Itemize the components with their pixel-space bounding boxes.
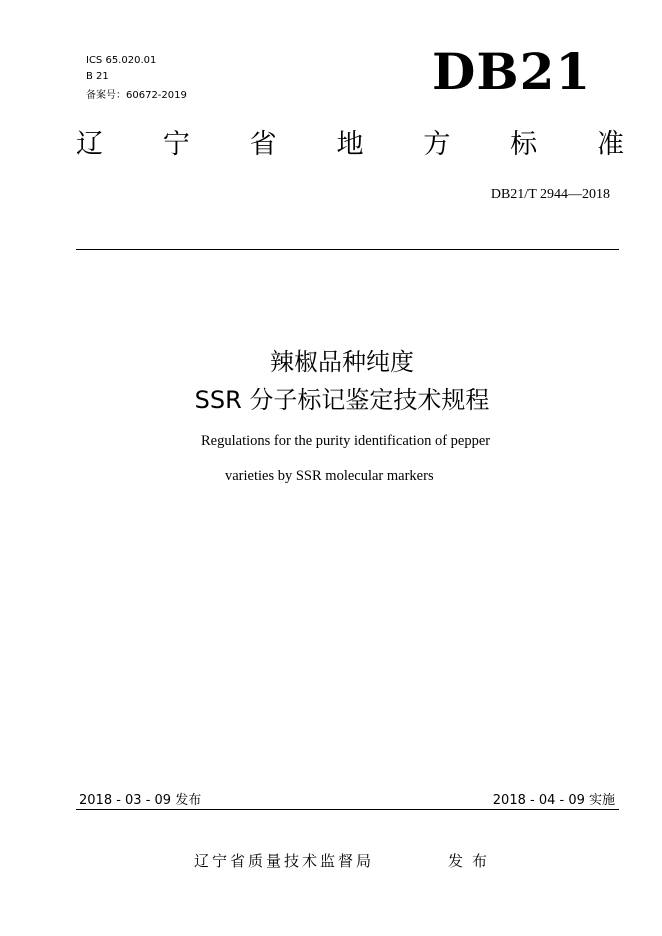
- title-cn-line2: SSR 分子标记鉴定技术规程: [194, 386, 490, 414]
- standard-type-char: 准: [596, 129, 624, 160]
- issuing-verb: 发布: [448, 852, 497, 870]
- issue-date: 2018 - 03 - 09 发布: [79, 793, 202, 808]
- standard-type-heading: [76, 128, 624, 162]
- implementation-date: 2018 - 04 - 09 实施: [492, 793, 615, 808]
- standard-type-char: 地: [336, 129, 364, 160]
- title-cn-line1: 辣椒品种纯度: [270, 348, 414, 376]
- title-en-line1: Regulations for the purity identification of pepper: [201, 433, 491, 449]
- record-number: 备案号：60672-2019: [86, 90, 187, 101]
- ics-code: ICS 65.020.01: [86, 55, 157, 66]
- standard-type-char: 辽: [76, 129, 103, 160]
- top-divider: [76, 249, 619, 250]
- standard-type-char: 宁: [162, 129, 190, 160]
- standard-type-char: 方: [423, 129, 451, 160]
- classification-code: B 21: [86, 71, 109, 82]
- issuing-authority: 辽宁省质量技术监督局: [194, 852, 375, 870]
- standard-number: DB21/T 2944—2018: [490, 187, 610, 202]
- standard-type-char: 省: [249, 129, 277, 160]
- standard-type-char: 标: [510, 129, 538, 160]
- title-en-line2: varieties by SSR molecular markers: [225, 468, 434, 484]
- bottom-divider: [76, 809, 619, 810]
- standard-logo: DB21: [432, 42, 592, 101]
